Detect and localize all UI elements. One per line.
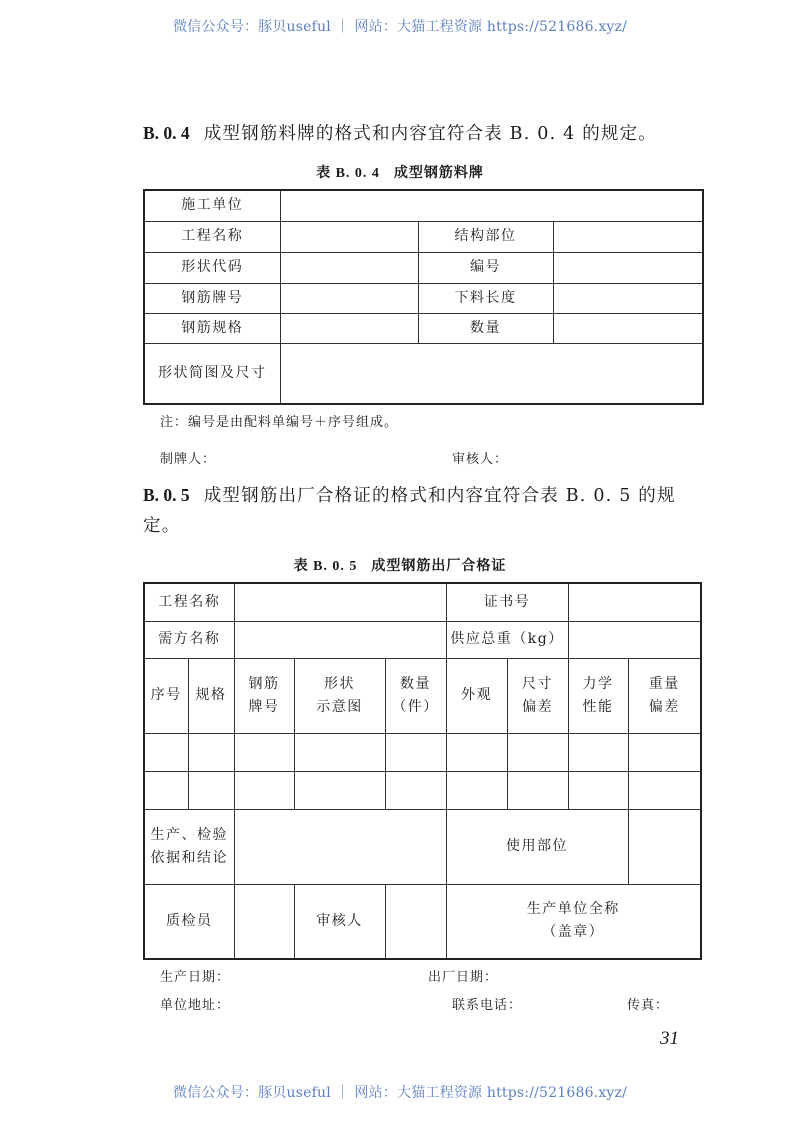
field-label: 工程名称 [144,583,234,621]
field-label: 施工单位 [144,190,280,221]
field-label: 供应总重（kg） [446,621,568,658]
table-row [144,583,701,621]
table-cell[interactable] [188,733,234,771]
maker-label: 制牌人： [160,452,217,467]
field-label: 钢筋规格 [144,313,280,343]
table-cell[interactable] [144,771,188,809]
column-header: 数量 （件） [385,658,446,733]
clause-text: 成型钢筋料牌的格式和内容宜符合表 B. 0. 4 的规定。 [203,124,657,144]
delivery-date-label: 出厂日期： [428,970,499,985]
field-label: 编号 [418,252,553,283]
column-header: 规格 [188,658,234,733]
table-b05 [143,582,702,960]
table-cell[interactable] [507,771,568,809]
table-row [144,809,701,884]
field-label: 审核人 [294,884,385,959]
table-row [144,621,701,658]
field-label: 需方名称 [144,621,234,658]
structure-part-field[interactable] [553,221,703,252]
table-note: 注：编号是由配料单编号＋序号组成。 [160,415,399,430]
clause-text: 成型钢筋出厂合格证的格式和内容宜符合表 B. 0. 5 的规定。 [143,486,676,536]
clause-number: B. 0. 5 [143,485,190,505]
project-name-field[interactable] [234,583,446,621]
phone-label: 联系电话： [452,998,523,1013]
caption-number: 表 B. 0. 4 [316,166,380,181]
certificate-number-field[interactable] [568,583,701,621]
table-cell[interactable] [144,733,188,771]
table-cell[interactable] [385,771,446,809]
table-caption-b04 [0,162,800,182]
table-cell[interactable] [234,771,294,809]
column-header: 尺寸 偏差 [507,658,568,733]
address-label: 单位地址： [160,998,231,1013]
project-name-field[interactable] [280,221,418,252]
table-caption-b05 [0,555,800,575]
page-number: 31 [660,1028,679,1049]
watermark-top: 微信公众号：豚贝useful ｜ 网站：大猫工程资源 https://521686.xyz/ [172,19,628,35]
table-header-row [144,658,701,733]
rebar-spec-field[interactable] [280,313,418,343]
table-cell[interactable] [628,733,701,771]
fax-label: 传真： [627,998,670,1013]
basis-conclusion-field[interactable] [234,809,446,884]
table-cell[interactable] [385,733,446,771]
field-label: 生产、检验 依据和结论 [144,809,234,884]
column-header: 外观 [446,658,507,733]
table-cell[interactable] [446,771,507,809]
table-row [144,733,701,771]
field-label: 数量 [418,313,553,343]
column-header: 形状 示意图 [294,658,385,733]
use-location-field[interactable] [628,809,701,884]
table-row [144,221,703,252]
field-label: 使用部位 [446,809,628,884]
table-cell[interactable] [188,771,234,809]
reviewer-field[interactable] [385,884,446,959]
clause-number: B. 0. 4 [143,123,190,143]
column-header: 力学 性能 [568,658,628,733]
table-row [144,252,703,283]
field-label: 证书号 [446,583,568,621]
total-weight-field[interactable] [568,621,701,658]
field-label: 形状简图及尺寸 [144,343,280,404]
clause-b05 [143,480,703,541]
caption-title: 成型钢筋出厂合格证 [371,558,507,574]
table-row [144,884,701,959]
manufacturer-seal-field[interactable]: 生产单位全称 （盖章） [446,884,701,959]
table-cell[interactable] [507,733,568,771]
quantity-field[interactable] [553,313,703,343]
table-cell[interactable] [628,771,701,809]
table-row [144,343,703,404]
shape-code-field[interactable] [280,252,418,283]
table-b04 [143,189,704,405]
clause-b04 [143,118,703,149]
field-label: 钢筋牌号 [144,283,280,313]
cut-length-field[interactable] [553,283,703,313]
column-header: 序号 [144,658,188,733]
table-cell[interactable] [294,733,385,771]
table-cell[interactable] [234,733,294,771]
table-cell[interactable] [568,771,628,809]
buyer-name-field[interactable] [234,621,446,658]
column-header: 重量 偏差 [628,658,701,733]
table-cell[interactable] [446,733,507,771]
rebar-grade-field[interactable] [280,283,418,313]
serial-number-field[interactable] [553,252,703,283]
construction-unit-field[interactable] [280,190,703,221]
field-label: 工程名称 [144,221,280,252]
field-label: 结构部位 [418,221,553,252]
field-label: 形状代码 [144,252,280,283]
watermark-bottom: 微信公众号：豚贝useful ｜ 网站：大猫工程资源 https://521686.xyz/ [172,1085,628,1101]
field-label: 质检员 [144,884,234,959]
reviewer-label: 审核人： [452,452,509,467]
table-row [144,313,703,343]
caption-title: 成型钢筋料牌 [393,165,484,181]
column-header: 钢筋 牌号 [234,658,294,733]
production-date-label: 生产日期： [160,970,231,985]
inspector-field[interactable] [234,884,294,959]
table-row [144,771,701,809]
shape-sketch-field[interactable] [280,343,703,404]
table-cell[interactable] [294,771,385,809]
table-cell[interactable] [568,733,628,771]
table-row [144,283,703,313]
field-label: 下料长度 [418,283,553,313]
caption-number: 表 B. 0. 5 [293,559,358,574]
table-row [144,190,703,221]
